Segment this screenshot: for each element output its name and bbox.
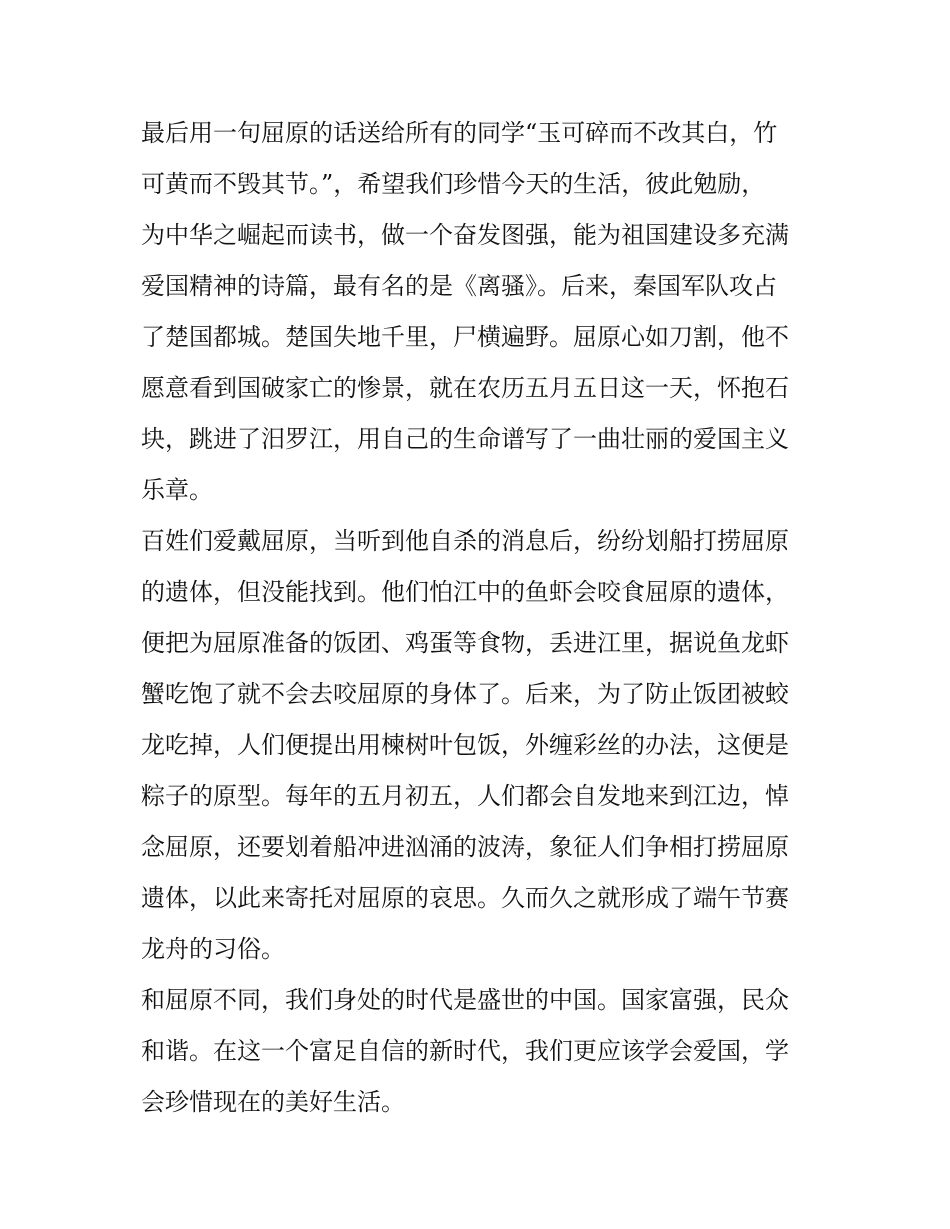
text-line: 会珍惜现在的美好生活。: [141, 1088, 405, 1116]
text-line: 块，跳进了汨罗江，用自己的生命谱写了一曲壮丽的爱国主义: [141, 425, 789, 453]
text-line: 粽子的原型。每年的五月初五，人们都会自发地来到江边，悼: [141, 782, 789, 810]
text-line: 便把为屈原准备的饭团、鸡蛋等食物，丢进江里，据说鱼龙虾: [141, 629, 789, 657]
text-line: 最后用一句屈原的话送给所有的同学“玉可碎而不改其白，竹: [141, 119, 778, 147]
text-line: 爱国精神的诗篇，最有名的是《离骚》。后来，秦国军队攻占: [141, 272, 777, 300]
text-line: 龙舟的习俗。: [141, 935, 285, 963]
text-line: 念屈原，还要划着船冲进汹涌的波涛，象征人们争相打捞屈原: [141, 833, 789, 861]
text-line: 的遗体，但没能找到。他们怕江中的鱼虾会咬食屈原的遗体，: [141, 578, 789, 606]
text-line: 了楚国都城。楚国失地千里，尸横遍野。屈原心如刀割，他不: [141, 323, 789, 351]
text-line: 愿意看到国破家亡的惨景，就在农历五月五日这一天，怀抱石: [141, 374, 789, 402]
document-body: [141, 108, 821, 1128]
text-line: 乐章。: [141, 476, 213, 504]
text-line: 遗体，以此来寄托对屈原的哀思。久而久之就形成了端午节赛: [141, 884, 789, 912]
text-line: 和屈原不同，我们身处的时代是盛世的中国。国家富强，民众: [141, 986, 789, 1014]
text-line: 为中华之崛起而读书，做一个奋发图强，能为祖国建设多充满: [141, 221, 789, 249]
text-line: 可黄而不毁其节。”，希望我们珍惜今天的生活，彼此勉励，: [141, 170, 766, 198]
text-line: 和谐。在这一个富足自信的新时代，我们更应该学会爱国，学: [141, 1037, 789, 1065]
text-line: 蟹吃饱了就不会去咬屈原的身体了。后来，为了防止饭团被蛟: [141, 680, 789, 708]
text-line: 龙吃掉，人们便提出用楝树叶包饭，外缠彩丝的办法，这便是: [141, 731, 789, 759]
text-line: 百姓们爱戴屈原，当听到他自杀的消息后，纷纷划船打捞屈原: [141, 527, 789, 555]
